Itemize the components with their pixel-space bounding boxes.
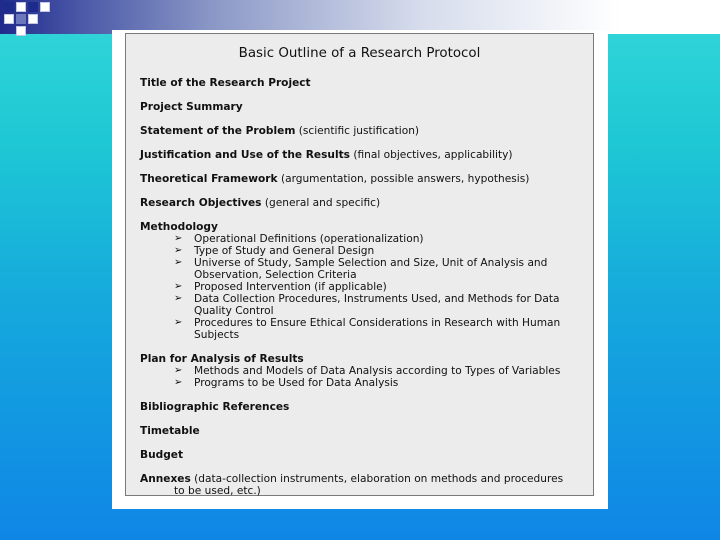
arrow-bullet-icon: ➢ [174, 365, 183, 376]
decor-square-icon [40, 2, 50, 12]
arrow-bullet-icon: ➢ [174, 293, 183, 304]
arrow-bullet-icon: ➢ [174, 317, 183, 328]
decor-square-icon [4, 14, 14, 24]
decor-square-icon [16, 14, 26, 24]
section-methodology: Methodology [140, 221, 218, 233]
section-statement-of-problem: Statement of the Problem (scientific justification) [140, 125, 420, 137]
decor-square-icon [28, 2, 38, 12]
list-item: ➢ Universe of Study, Sample Selection and Size, Unit of Analysis and Observation, Selection Criteria [174, 257, 548, 281]
section-project-summary: Project Summary [140, 101, 243, 113]
decor-square-icon [16, 2, 26, 12]
list-item: ➢ Procedures to Ensure Ethical Considerations in Research with Human Subjects [174, 317, 561, 341]
document-image-frame [112, 30, 608, 509]
section-annexes-continuation: to be used, etc.) [174, 485, 261, 497]
slide-header-band [0, 0, 720, 34]
list-item: ➢ Programs to be Used for Data Analysis [174, 377, 399, 389]
list-item: ➢ Operational Definitions (operationalization) [174, 233, 424, 245]
section-budget: Budget [140, 449, 184, 461]
arrow-bullet-icon: ➢ [174, 233, 183, 244]
section-bibliographic-references: Bibliographic References [140, 401, 290, 413]
section-timetable: Timetable [140, 425, 200, 437]
arrow-bullet-icon: ➢ [174, 257, 183, 268]
list-item: ➢ Methods and Models of Data Analysis according to Types of Variables [174, 365, 561, 377]
section-theoretical-framework: Theoretical Framework (argumentation, possible answers, hypothesis) [140, 173, 530, 185]
arrow-bullet-icon: ➢ [174, 245, 183, 256]
list-item: ➢ Type of Study and General Design [174, 245, 375, 257]
list-item: ➢ Proposed Intervention (if applicable) [174, 281, 387, 293]
decor-square-icon [16, 26, 26, 36]
section-research-objectives: Research Objectives (general and specific) [140, 197, 381, 209]
arrow-bullet-icon: ➢ [174, 377, 183, 388]
section-annexes: Annexes (data-collection instruments, elaboration on methods and procedures [140, 473, 564, 485]
document-title: Basic Outline of a Research Protocol [238, 46, 481, 61]
decor-square-icon [28, 14, 38, 24]
research-protocol-outline [125, 33, 594, 496]
decor-square-icon [4, 2, 14, 12]
section-title-of-project: Title of the Research Project [140, 77, 311, 89]
section-plan-for-analysis: Plan for Analysis of Results [140, 353, 304, 365]
list-item: ➢ Data Collection Procedures, Instruments Used, and Methods for Data Quality Control [174, 293, 560, 317]
arrow-bullet-icon: ➢ [174, 281, 183, 292]
section-justification: Justification and Use of the Results (final objectives, applicability) [140, 149, 513, 161]
